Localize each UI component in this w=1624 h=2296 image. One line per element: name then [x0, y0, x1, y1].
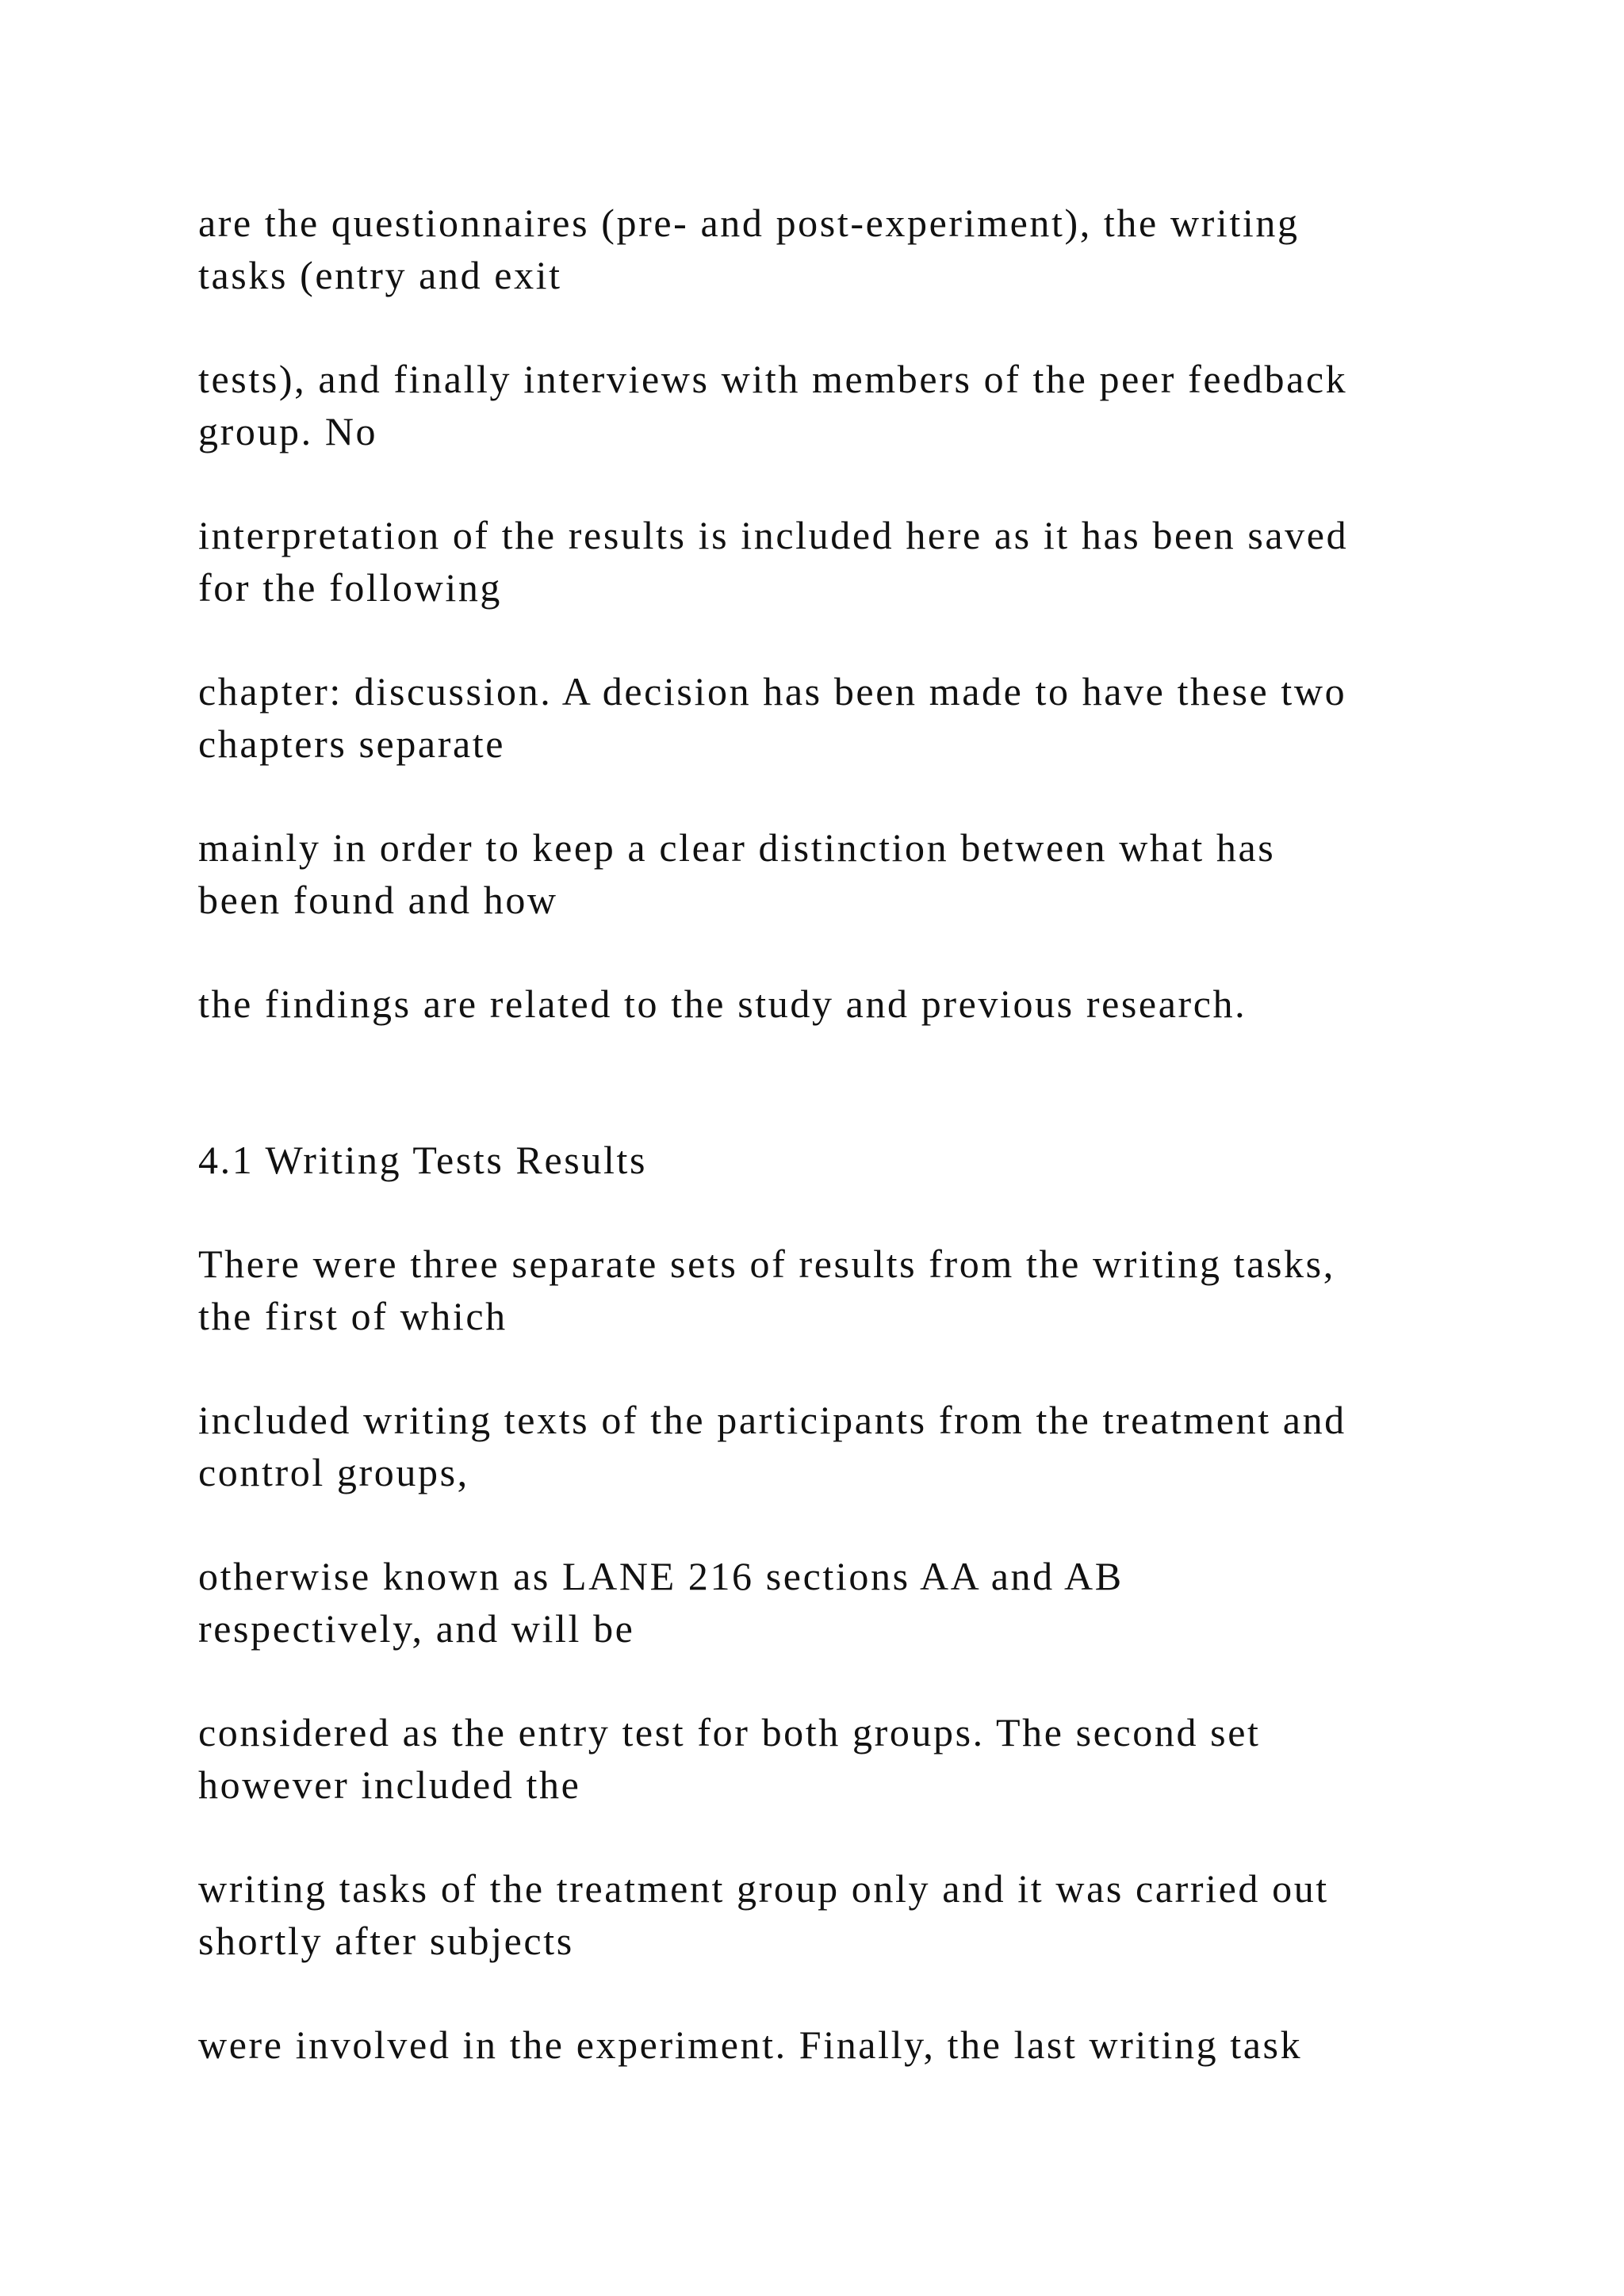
text-line: chapters separate — [198, 721, 506, 766]
paragraph — [198, 665, 1483, 770]
paragraph — [198, 1394, 1483, 1498]
text-line: writing tasks of the treatment group only and it was carried out — [198, 1866, 1329, 1911]
paragraph — [198, 1238, 1483, 1342]
text-line: for the following — [198, 565, 503, 610]
paragraph — [198, 509, 1483, 614]
text-line: included writing texts of the participants from the treatment and — [198, 1398, 1346, 1442]
text-line: the first of which — [198, 1294, 508, 1338]
text-line: shortly after subjects — [198, 1919, 574, 1963]
text-line: were involved in the experiment. Finally, the last writing task — [198, 2022, 1303, 2067]
paragraph — [198, 197, 1483, 301]
text-line: tests), and finally interviews with members of the peer feedback — [198, 357, 1348, 401]
text-line: however included the — [198, 1762, 581, 1807]
text-line: There were three separate sets of results from the writing tasks, — [198, 1242, 1335, 1286]
paragraph — [198, 353, 1483, 457]
text-line: chapter: discussion. A decision has been made to have these two — [198, 669, 1347, 714]
text-line: the findings are related to the study and previous research. — [198, 982, 1247, 1026]
text-line: mainly in order to keep a clear distinction between what has — [198, 825, 1276, 870]
text-line: group. No — [198, 409, 378, 453]
text-line: are the questionnaires (pre- and post-experiment), the writing — [198, 201, 1300, 245]
text-line: interpretation of the results is included here as it has been saved — [198, 513, 1349, 557]
paragraph — [198, 1706, 1483, 1811]
text-line: control groups, — [198, 1450, 469, 1494]
paragraph — [198, 978, 1483, 1030]
text-line: otherwise known as LANE 216 sections AA and AB — [198, 1554, 1124, 1598]
section-heading-text: 4.1 Writing Tests Results — [198, 1138, 648, 1182]
paragraph — [198, 2019, 1483, 2071]
text-line: been found and how — [198, 878, 558, 922]
paragraph — [198, 1862, 1483, 1967]
text-line: tasks (entry and exit — [198, 253, 562, 297]
text-line: respectively, and will be — [198, 1606, 635, 1651]
paragraph — [198, 821, 1483, 926]
text-line: considered as the entry test for both groups. The second set — [198, 1710, 1261, 1755]
paragraph — [198, 1550, 1483, 1655]
section-heading — [198, 1134, 1483, 1186]
